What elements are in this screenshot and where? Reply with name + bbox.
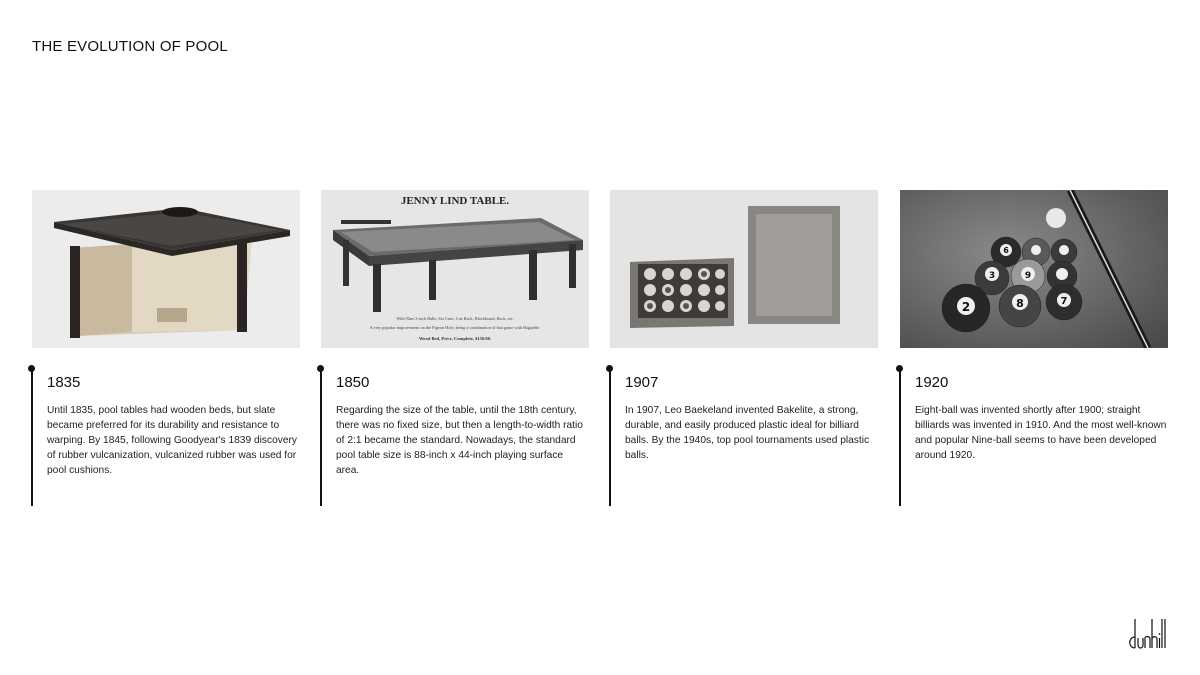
engraving-heading: JENNY LIND TABLE.: [400, 195, 510, 207]
timeline-line: [899, 368, 901, 506]
timeline-line: [320, 368, 322, 506]
svg-text:6: 6: [1003, 246, 1009, 255]
svg-text:8: 8: [1016, 297, 1024, 310]
svg-text:3: 3: [988, 271, 996, 281]
engraving-caption-line: A very popular improvement on the Pigeon Hole, being a combination of that game with Bagatelle.: [369, 325, 541, 330]
year-description: Regarding the size of the table, until the 18th century, there was no fixed size, but then a length-to-width ratio of 2:1 became the standard. Nowadays, the standard pool table size is 88-inch x 44-inch playing surface area.: [336, 405, 583, 476]
year-description: In 1907, Leo Baekeland invented Bakelite, a strong, durable, and easily produced plastic ideal for billiard balls. By the 1940s, top pool tournaments used plastic balls.: [625, 405, 870, 461]
timeline-entry-1907: [610, 190, 878, 461]
year-label: 1835: [47, 374, 81, 391]
year-label: 1850: [336, 374, 370, 391]
engraving-caption-line: With Nine 2-inch Balls, Six Cues, Cue Rack, Blackboard, Rack, etc.: [396, 316, 514, 321]
timeline-entry-1850: [321, 190, 589, 476]
timeline-line: [609, 368, 611, 506]
year-description: Until 1835, pool tables had wooden beds, but slate became preferred for its durability and resistance to warping. By 1845, following Goodyear's 1839 discovery of rubber vulcanization, vulcanized rubber was used for pool cushions.: [47, 405, 297, 476]
svg-text:9: 9: [1024, 271, 1032, 281]
page-title: THE EVOLUTION OF POOL: [32, 38, 228, 55]
photo-1835: [32, 190, 300, 348]
svg-text:7: 7: [1060, 296, 1068, 307]
timeline-entry-1920: [900, 190, 1168, 461]
year-label: 1907: [625, 374, 659, 391]
photo-1907: [610, 190, 878, 348]
dunhill-logo: [1126, 615, 1168, 651]
timeline-line: [31, 368, 33, 506]
engraving-price-line: Wood Bed, Price, Complete, $150.00.: [418, 336, 492, 341]
timeline-entry-1835: [32, 190, 300, 476]
photo-1850: [321, 190, 589, 348]
year-label: 1920: [915, 374, 949, 391]
photo-1920: [900, 190, 1168, 348]
year-description: Eight-ball was invented shortly after 1900; straight billiards was invented in 1910. And the most well-known and popular Nine-ball seems to have been developed around 1920.: [915, 405, 1167, 461]
svg-text:2: 2: [961, 300, 971, 314]
